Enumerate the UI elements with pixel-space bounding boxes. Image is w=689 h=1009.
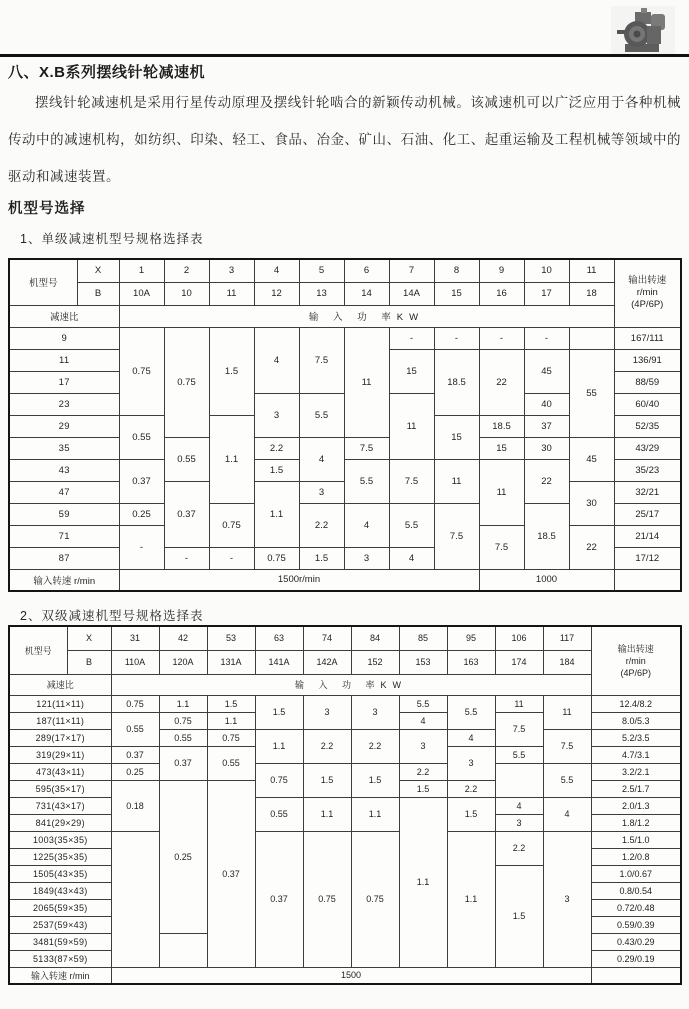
- ratio-label: 减速比: [9, 305, 119, 327]
- power-cell: 5.5: [299, 393, 344, 437]
- x-value: 6: [344, 259, 389, 282]
- power-cell: 15: [479, 437, 524, 459]
- power-cell: 7.5: [299, 327, 344, 393]
- ratio-cell: 319(29×11): [9, 746, 111, 763]
- output-cell: 1.2/0.8: [591, 848, 681, 865]
- ratio-cell: 47: [9, 481, 119, 503]
- x-value: 53: [207, 626, 255, 650]
- x-value: 4: [254, 259, 299, 282]
- x-value: 74: [303, 626, 351, 650]
- x-value: 1: [119, 259, 164, 282]
- x-label: X: [67, 626, 111, 650]
- output-cell: 0.43/0.29: [591, 933, 681, 950]
- b-value: 152: [351, 650, 399, 674]
- b-value: 184: [543, 650, 591, 674]
- b-value: 120A: [159, 650, 207, 674]
- ratio-cell: 1003(35×35): [9, 831, 111, 848]
- table-row: [9, 437, 681, 459]
- output-speed-header: 输出转速 r/min (4P/6P): [591, 626, 681, 695]
- power-cell: 1.1: [209, 415, 254, 503]
- power-cell: 1.1: [159, 695, 207, 712]
- reducer-photo: [611, 6, 675, 56]
- power-cell: 2.2: [399, 763, 447, 780]
- x-value: 7: [389, 259, 434, 282]
- power-cell: 4: [344, 503, 389, 547]
- single-stage-selection-table: [8, 258, 682, 592]
- table-row: [9, 797, 681, 814]
- power-cell: 0.75: [207, 729, 255, 746]
- power-cell: 3: [344, 547, 389, 569]
- x-value: 31: [111, 626, 159, 650]
- power-cell: 0.75: [303, 831, 351, 967]
- output-cell: 88/59: [614, 371, 681, 393]
- power-cell: 0.37: [164, 481, 209, 547]
- output-cell: 12.4/8.2: [591, 695, 681, 712]
- power-cell: 2.2: [447, 780, 495, 797]
- ratio-cell: 59: [9, 503, 119, 525]
- power-cell: 15: [389, 349, 434, 393]
- output-cell: 167/111: [614, 327, 681, 349]
- ratio-cell: 43: [9, 459, 119, 481]
- input-speed-value: 1000: [479, 569, 614, 591]
- power-cell: 0.37: [255, 831, 303, 967]
- power-cell: [111, 831, 159, 967]
- power-cell: 4: [447, 729, 495, 746]
- power-cell: 4: [299, 437, 344, 481]
- power-cell: 22: [569, 525, 614, 569]
- output-cell: 52/35: [614, 415, 681, 437]
- ratio-cell: 2537(59×43): [9, 916, 111, 933]
- x-value: 42: [159, 626, 207, 650]
- power-cell: -: [524, 327, 569, 349]
- output-cell: 17/12: [614, 547, 681, 569]
- ratio-cell: 17: [9, 371, 119, 393]
- power-cell: 5.5: [344, 459, 389, 503]
- power-cell: 4: [254, 327, 299, 393]
- power-cell: 2.2: [495, 831, 543, 865]
- power-cell: 1.5: [447, 797, 495, 831]
- b-value: 11: [209, 282, 254, 305]
- power-cell: 11: [389, 393, 434, 459]
- power-cell: 1.5: [299, 547, 344, 569]
- x-value: 84: [351, 626, 399, 650]
- power-cell: 0.25: [111, 763, 159, 780]
- power-cell: 7.5: [543, 729, 591, 763]
- ratio-cell: 23: [9, 393, 119, 415]
- power-cell: 3: [254, 393, 299, 437]
- output-cell: 136/91: [614, 349, 681, 371]
- power-cell: 0.37: [207, 780, 255, 967]
- power-cell: 1.1: [207, 712, 255, 729]
- b-value: 141A: [255, 650, 303, 674]
- power-cell: 11: [479, 459, 524, 525]
- power-cell: 0.37: [159, 746, 207, 780]
- power-cell: 18.5: [434, 349, 479, 415]
- input-speed-value: 1500r/min: [119, 569, 479, 591]
- model-label: 机型号: [9, 259, 77, 305]
- b-value: 17: [524, 282, 569, 305]
- power-cell: 30: [524, 437, 569, 459]
- power-cell: 5.5: [543, 763, 591, 797]
- b-value: 163: [447, 650, 495, 674]
- x-value: 63: [255, 626, 303, 650]
- output-cell: 2.5/1.7: [591, 780, 681, 797]
- output-cell: 21/14: [614, 525, 681, 547]
- power-cell: 0.37: [111, 746, 159, 763]
- power-cell: 1.1: [351, 797, 399, 831]
- ratio-cell: 5133(87×59): [9, 950, 111, 967]
- power-cell: 7.5: [389, 459, 434, 503]
- power-cell: 2.2: [254, 437, 299, 459]
- x-value: 117: [543, 626, 591, 650]
- power-cell: 0.55: [119, 415, 164, 459]
- ratio-cell: 1225(35×35): [9, 848, 111, 865]
- power-cell: 1.5: [207, 695, 255, 712]
- power-cell: [569, 327, 614, 349]
- input-speed-label: 输入转速 r/min: [9, 569, 119, 591]
- x-value: 95: [447, 626, 495, 650]
- ratio-cell: 87: [9, 547, 119, 569]
- x-value: 9: [479, 259, 524, 282]
- b-value: 10: [164, 282, 209, 305]
- power-cell: 1.1: [399, 797, 447, 967]
- b-value: 10A: [119, 282, 164, 305]
- ratio-cell: 473(43×11): [9, 763, 111, 780]
- output-cell: 3.2/2.1: [591, 763, 681, 780]
- table1-caption: 1、单级减速机型号规格选择表: [20, 232, 204, 246]
- power-cell: 22: [524, 459, 569, 503]
- x-value: 8: [434, 259, 479, 282]
- output-cell: 25/17: [614, 503, 681, 525]
- ratio-cell: 71: [9, 525, 119, 547]
- b-value: 14: [344, 282, 389, 305]
- x-value: 106: [495, 626, 543, 650]
- power-cell: 3: [299, 481, 344, 503]
- power-cell: 0.75: [111, 695, 159, 712]
- output-cell: 0.8/0.54: [591, 882, 681, 899]
- power-cell: 1.5: [209, 327, 254, 415]
- output-speed-header: 输出转速 r/min (4P/6P): [614, 259, 681, 327]
- output-cell: 32/21: [614, 481, 681, 503]
- input-speed-value: [614, 569, 681, 591]
- ratio-cell: 35: [9, 437, 119, 459]
- output-cell: 4.7/3.1: [591, 746, 681, 763]
- input-speed-value: [591, 967, 681, 984]
- power-cell: 5.5: [389, 503, 434, 547]
- ratio-cell: 289(17×17): [9, 729, 111, 746]
- table-row: [9, 729, 681, 746]
- power-cell: 5.5: [447, 695, 495, 729]
- power-cell: 0.37: [119, 459, 164, 503]
- power-cell: 55: [569, 349, 614, 437]
- x-value: 10: [524, 259, 569, 282]
- power-cell: 3: [447, 746, 495, 780]
- power-cell: 0.75: [119, 327, 164, 415]
- power-cell: 45: [569, 437, 614, 481]
- power-cell: 3: [399, 729, 447, 763]
- power-cell: 0.75: [255, 763, 303, 797]
- output-cell: 0.72/0.48: [591, 899, 681, 916]
- ratio-cell: 2065(59×35): [9, 899, 111, 916]
- power-cell: -: [479, 327, 524, 349]
- b-value: 14A: [389, 282, 434, 305]
- top-rule: [0, 54, 689, 57]
- footer-row: [9, 569, 681, 591]
- power-cell: 45: [524, 349, 569, 393]
- power-cell: 7.5: [344, 437, 389, 459]
- ratio-cell: 29: [9, 415, 119, 437]
- input-power-label: 输 入 功 率KW: [119, 305, 614, 327]
- output-cell: 43/29: [614, 437, 681, 459]
- b-value: 142A: [303, 650, 351, 674]
- b-value: 153: [399, 650, 447, 674]
- power-cell: 0.18: [111, 780, 159, 831]
- b-value: 18: [569, 282, 614, 305]
- ratio-label: 减速比: [9, 674, 111, 695]
- input-speed-label: 输入转速 r/min: [9, 967, 111, 984]
- table-row: [9, 695, 681, 712]
- power-cell: 4: [543, 797, 591, 831]
- power-cell: 3: [495, 814, 543, 831]
- b-value: 174: [495, 650, 543, 674]
- power-cell: 0.25: [119, 503, 164, 525]
- power-cell: 7.5: [434, 503, 479, 569]
- output-cell: 1.5/1.0: [591, 831, 681, 848]
- power-cell: 0.75: [164, 327, 209, 437]
- ratio-cell: 187(11×11): [9, 712, 111, 729]
- table-row: [9, 831, 681, 848]
- x-value: 5: [299, 259, 344, 282]
- power-cell: 22: [479, 349, 524, 415]
- ratio-cell: 9: [9, 327, 119, 349]
- power-cell: 3: [351, 695, 399, 729]
- power-cell: -: [209, 547, 254, 569]
- model-label: 机型号: [9, 626, 67, 674]
- output-cell: 8.0/5.3: [591, 712, 681, 729]
- power-cell: [495, 763, 543, 797]
- ratio-cell: 841(29×29): [9, 814, 111, 831]
- output-cell: 5.2/3.5: [591, 729, 681, 746]
- footer-row: [9, 967, 681, 984]
- ratio-cell: 1505(43×35): [9, 865, 111, 882]
- b-value: 13: [299, 282, 344, 305]
- b-value: 110A: [111, 650, 159, 674]
- power-cell: 5.5: [399, 695, 447, 712]
- b-label: B: [67, 650, 111, 674]
- power-cell: 0.55: [255, 797, 303, 831]
- power-cell: 0.55: [159, 729, 207, 746]
- input-power-label: 输 入 功 率KW: [111, 674, 591, 695]
- x-value: 11: [569, 259, 614, 282]
- power-cell: 7.5: [495, 712, 543, 746]
- power-cell: 1.5: [399, 780, 447, 797]
- power-cell: 4: [389, 547, 434, 569]
- power-cell: 11: [344, 327, 389, 437]
- ratio-cell: 595(35×17): [9, 780, 111, 797]
- ratio-cell: 3481(59×59): [9, 933, 111, 950]
- power-cell: 4: [495, 797, 543, 814]
- power-cell: 3: [303, 695, 351, 729]
- power-cell: 1.1: [255, 729, 303, 763]
- x-value: 3: [209, 259, 254, 282]
- power-cell: 2.2: [351, 729, 399, 763]
- power-cell: 11: [434, 459, 479, 503]
- power-cell: 0.55: [111, 712, 159, 746]
- ratio-cell: 11: [9, 349, 119, 371]
- output-cell: 0.29/0.19: [591, 950, 681, 967]
- power-cell: 0.75: [254, 547, 299, 569]
- power-cell: -: [434, 327, 479, 349]
- power-cell: 18.5: [524, 503, 569, 569]
- power-cell: 1.1: [447, 831, 495, 967]
- power-cell: 37: [524, 415, 569, 437]
- b-value: 16: [479, 282, 524, 305]
- power-cell: 4: [399, 712, 447, 729]
- power-cell: 1.5: [303, 763, 351, 797]
- power-cell: 30: [569, 481, 614, 525]
- b-label: B: [77, 282, 119, 305]
- output-cell: 1.0/0.67: [591, 865, 681, 882]
- power-cell: 0.25: [159, 780, 207, 933]
- two-stage-selection-table: [8, 625, 682, 985]
- power-cell: -: [389, 327, 434, 349]
- output-cell: 1.8/1.2: [591, 814, 681, 831]
- power-cell: 0.75: [159, 712, 207, 729]
- power-cell: 1.5: [255, 695, 303, 729]
- x-value: 85: [399, 626, 447, 650]
- output-cell: 60/40: [614, 393, 681, 415]
- power-cell: 0.55: [207, 746, 255, 780]
- power-cell: 15: [434, 415, 479, 459]
- power-cell: 1.1: [254, 481, 299, 547]
- b-value: 15: [434, 282, 479, 305]
- power-cell: 18.5: [479, 415, 524, 437]
- power-cell: 1.1: [303, 797, 351, 831]
- power-cell: -: [164, 547, 209, 569]
- power-cell: 1.5: [351, 763, 399, 797]
- power-cell: 40: [524, 393, 569, 415]
- intro-paragraph: 摆线针轮减速机是采用行星传动原理及摆线针轮啮合的新颖传动机械。该减速机可以广泛应用于各种机械传动中的减速机构，如纺织、印染、轻工、食品、冶金、矿山、石油、化工、起重运输及工程机械等领域中的驱动和减速装置。: [8, 95, 681, 184]
- power-cell: 3: [543, 831, 591, 967]
- power-cell: 0.75: [351, 831, 399, 967]
- section-title: 八、X.B系列摆线针轮减速机: [8, 64, 206, 81]
- x-label: X: [77, 259, 119, 282]
- power-cell: 1.5: [495, 865, 543, 967]
- output-cell: 0.59/0.39: [591, 916, 681, 933]
- power-cell: 0.55: [164, 437, 209, 481]
- x-value: 2: [164, 259, 209, 282]
- ratio-cell: 1849(43×43): [9, 882, 111, 899]
- b-value: 12: [254, 282, 299, 305]
- power-cell: 2.2: [299, 503, 344, 547]
- power-cell: 11: [543, 695, 591, 729]
- power-cell: 5.5: [495, 746, 543, 763]
- table-row: [9, 327, 681, 349]
- power-cell: 2.2: [303, 729, 351, 763]
- power-cell: 1.5: [254, 459, 299, 481]
- output-cell: 2.0/1.3: [591, 797, 681, 814]
- input-speed-value: 1500: [111, 967, 591, 984]
- power-cell: 7.5: [479, 525, 524, 569]
- power-cell: [159, 933, 207, 967]
- power-cell: 0.75: [209, 503, 254, 547]
- table2-caption: 2、双级减速机型号规格选择表: [20, 609, 204, 623]
- output-cell: 35/23: [614, 459, 681, 481]
- ratio-cell: 731(43×17): [9, 797, 111, 814]
- ratio-cell: 121(11×11): [9, 695, 111, 712]
- b-value: 131A: [207, 650, 255, 674]
- table-row: [9, 763, 681, 780]
- power-cell: -: [119, 525, 164, 569]
- subsection-title: 机型号选择: [8, 201, 86, 217]
- power-cell: 11: [495, 695, 543, 712]
